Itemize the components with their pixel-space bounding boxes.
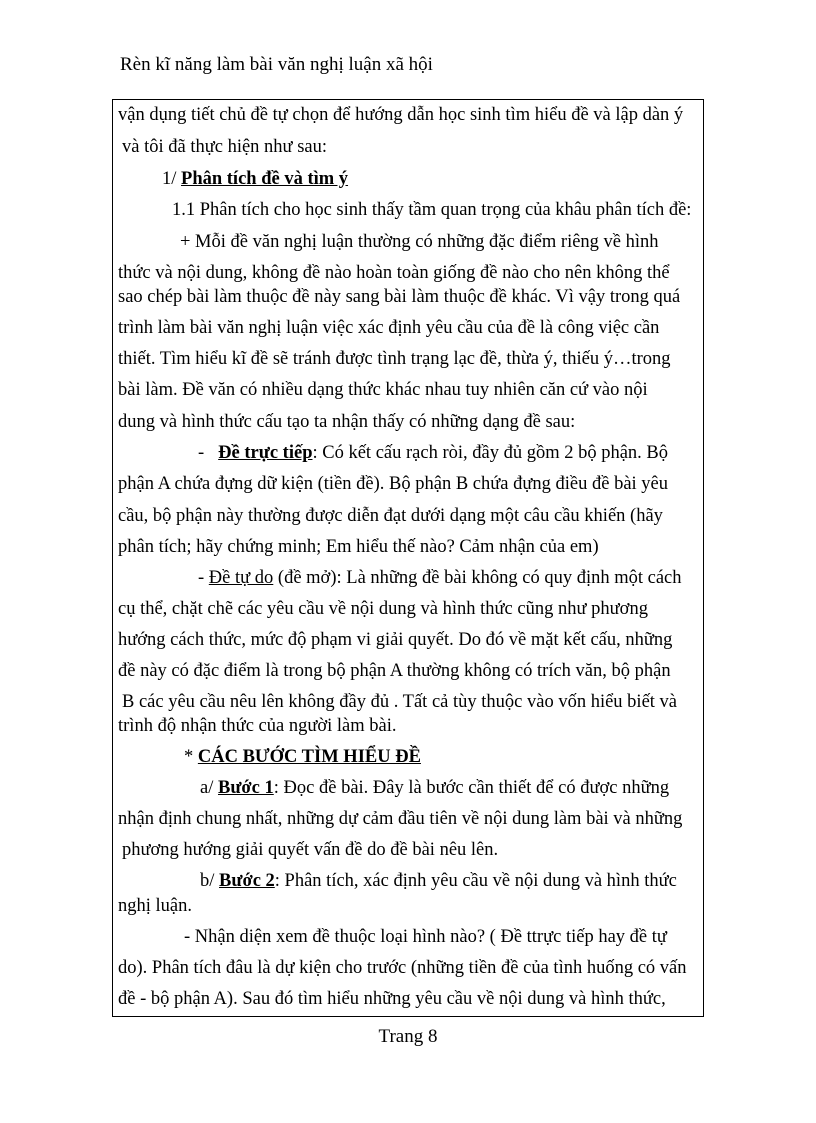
term-free: Đề tự do xyxy=(208,568,274,588)
body-line: trình làm bài văn nghị luận việc xác định yêu cầu của đề là công việc cần xyxy=(118,318,660,338)
body-line: do). Phân tích đâu là dự kiện cho trước (những tiền đề của tình huống có vấn xyxy=(118,958,687,978)
body-line: cụ thể, chặt chẽ các yêu cầu về nội dung và hình thức cũng như phương xyxy=(118,599,648,619)
bullet: * xyxy=(184,747,198,767)
step-2-label: Bước 2 xyxy=(219,871,275,891)
body-line: đề này có đặc điểm là trong bộ phận A thường không có trích văn, bộ phận xyxy=(118,661,671,681)
step-1-label: Bước 1 xyxy=(217,778,274,798)
body-line: đề - bộ phận A). Sau đó tìm hiểu những yêu cầu về nội dung và hình thức, xyxy=(118,989,666,1009)
body-line: sao chép bài làm thuộc đề này sang bài làm thuộc đề khác. Vì vậy trong quá xyxy=(118,287,681,307)
body-line: 1.1 Phân tích cho học sinh thấy tầm quan trọng của khâu phân tích đề: xyxy=(172,200,692,220)
body-line: phân tích; hãy chứng minh; Em hiểu thế nào? Cảm nhận của em) xyxy=(118,537,599,557)
term-direct-line xyxy=(198,444,668,463)
term-free-desc: (đề mở): Là những đề bài không có quy định một cách xyxy=(273,568,682,588)
body-line: cầu, bộ phận này thường được diễn đạt dưới dạng một câu cầu khiến (hãy xyxy=(118,506,663,526)
body-line: nhận định chung nhất, những dự cảm đầu tiên về nội dung làm bài và những xyxy=(118,809,683,829)
step-1-desc: : Đọc đề bài. Đây là bước cần thiết để có được những xyxy=(273,778,670,798)
step-1-line xyxy=(200,779,669,798)
page-number: Trang 8 xyxy=(378,1026,438,1047)
dash: - xyxy=(198,443,205,463)
section-title: CÁC BƯỚC TÌM HIỂU ĐỀ xyxy=(197,747,421,767)
step-2-line xyxy=(200,872,677,891)
step-prefix: a/ xyxy=(200,778,218,798)
section-heading-steps xyxy=(184,748,421,767)
body-line: và tôi đã thực hiện như sau: xyxy=(122,137,328,157)
body-line: thức và nội dung, không đề nào hoàn toàn giống đề nào cho nên không thể xyxy=(118,263,670,283)
body-line: + Mỗi đề văn nghị luận thường có những đặc điểm riêng về hình xyxy=(180,232,659,252)
term-free-line xyxy=(198,569,682,588)
body-line: hướng cách thức, mức độ phạm vi giải quyết. Do đó về mặt kết cấu, những xyxy=(118,630,673,650)
body-line: dung và hình thức cấu tạo ta nhận thấy có những dạng đề sau: xyxy=(118,412,576,432)
section-heading-analysis xyxy=(162,170,348,189)
term-direct-desc: : Có kết cấu rạch ròi, đầy đủ gồm 2 bộ phận. Bộ xyxy=(312,443,669,463)
section-title: Phân tích đề và tìm ý xyxy=(181,169,349,189)
step-2-desc: : Phân tích, xác định yêu cầu về nội dung và hình thức xyxy=(274,871,677,891)
section-number: 1/ xyxy=(162,169,182,189)
step-prefix: b/ xyxy=(200,871,220,891)
dash: - xyxy=(198,568,209,588)
body-line: phận A chứa đựng dữ kiện (tiền đề). Bộ phận B chứa đựng điều đề bài yêu xyxy=(118,474,669,494)
body-line: bài làm. Đề văn có nhiều dạng thức khác nhau tuy nhiên căn cứ vào nội xyxy=(118,380,648,400)
body-line: B các yêu cầu nêu lên không đầy đủ . Tất cả tùy thuộc vào vốn hiểu biết và xyxy=(122,692,677,712)
term-direct: Đề trực tiếp xyxy=(218,443,313,463)
body-line: phương hướng giải quyết vấn đề do đề bài nêu lên. xyxy=(122,840,499,860)
body-line: trình độ nhận thức của người làm bài. xyxy=(118,716,397,736)
body-line: vận dụng tiết chủ đề tự chọn để hướng dẫn học sinh tìm hiểu đề và lập dàn ý xyxy=(118,105,684,125)
page-header: Rèn kĩ năng làm bài văn nghị luận xã hội xyxy=(120,54,433,75)
body-line: - Nhận diện xem đề thuộc loại hình nào? ( Đề ttrực tiếp hay đề tự xyxy=(184,927,667,947)
body-line: thiết. Tìm hiểu kĩ đề sẽ tránh được tình trạng lạc đề, thừa ý, thiếu ý…trong xyxy=(118,349,671,369)
body-line: nghị luận. xyxy=(118,896,192,916)
